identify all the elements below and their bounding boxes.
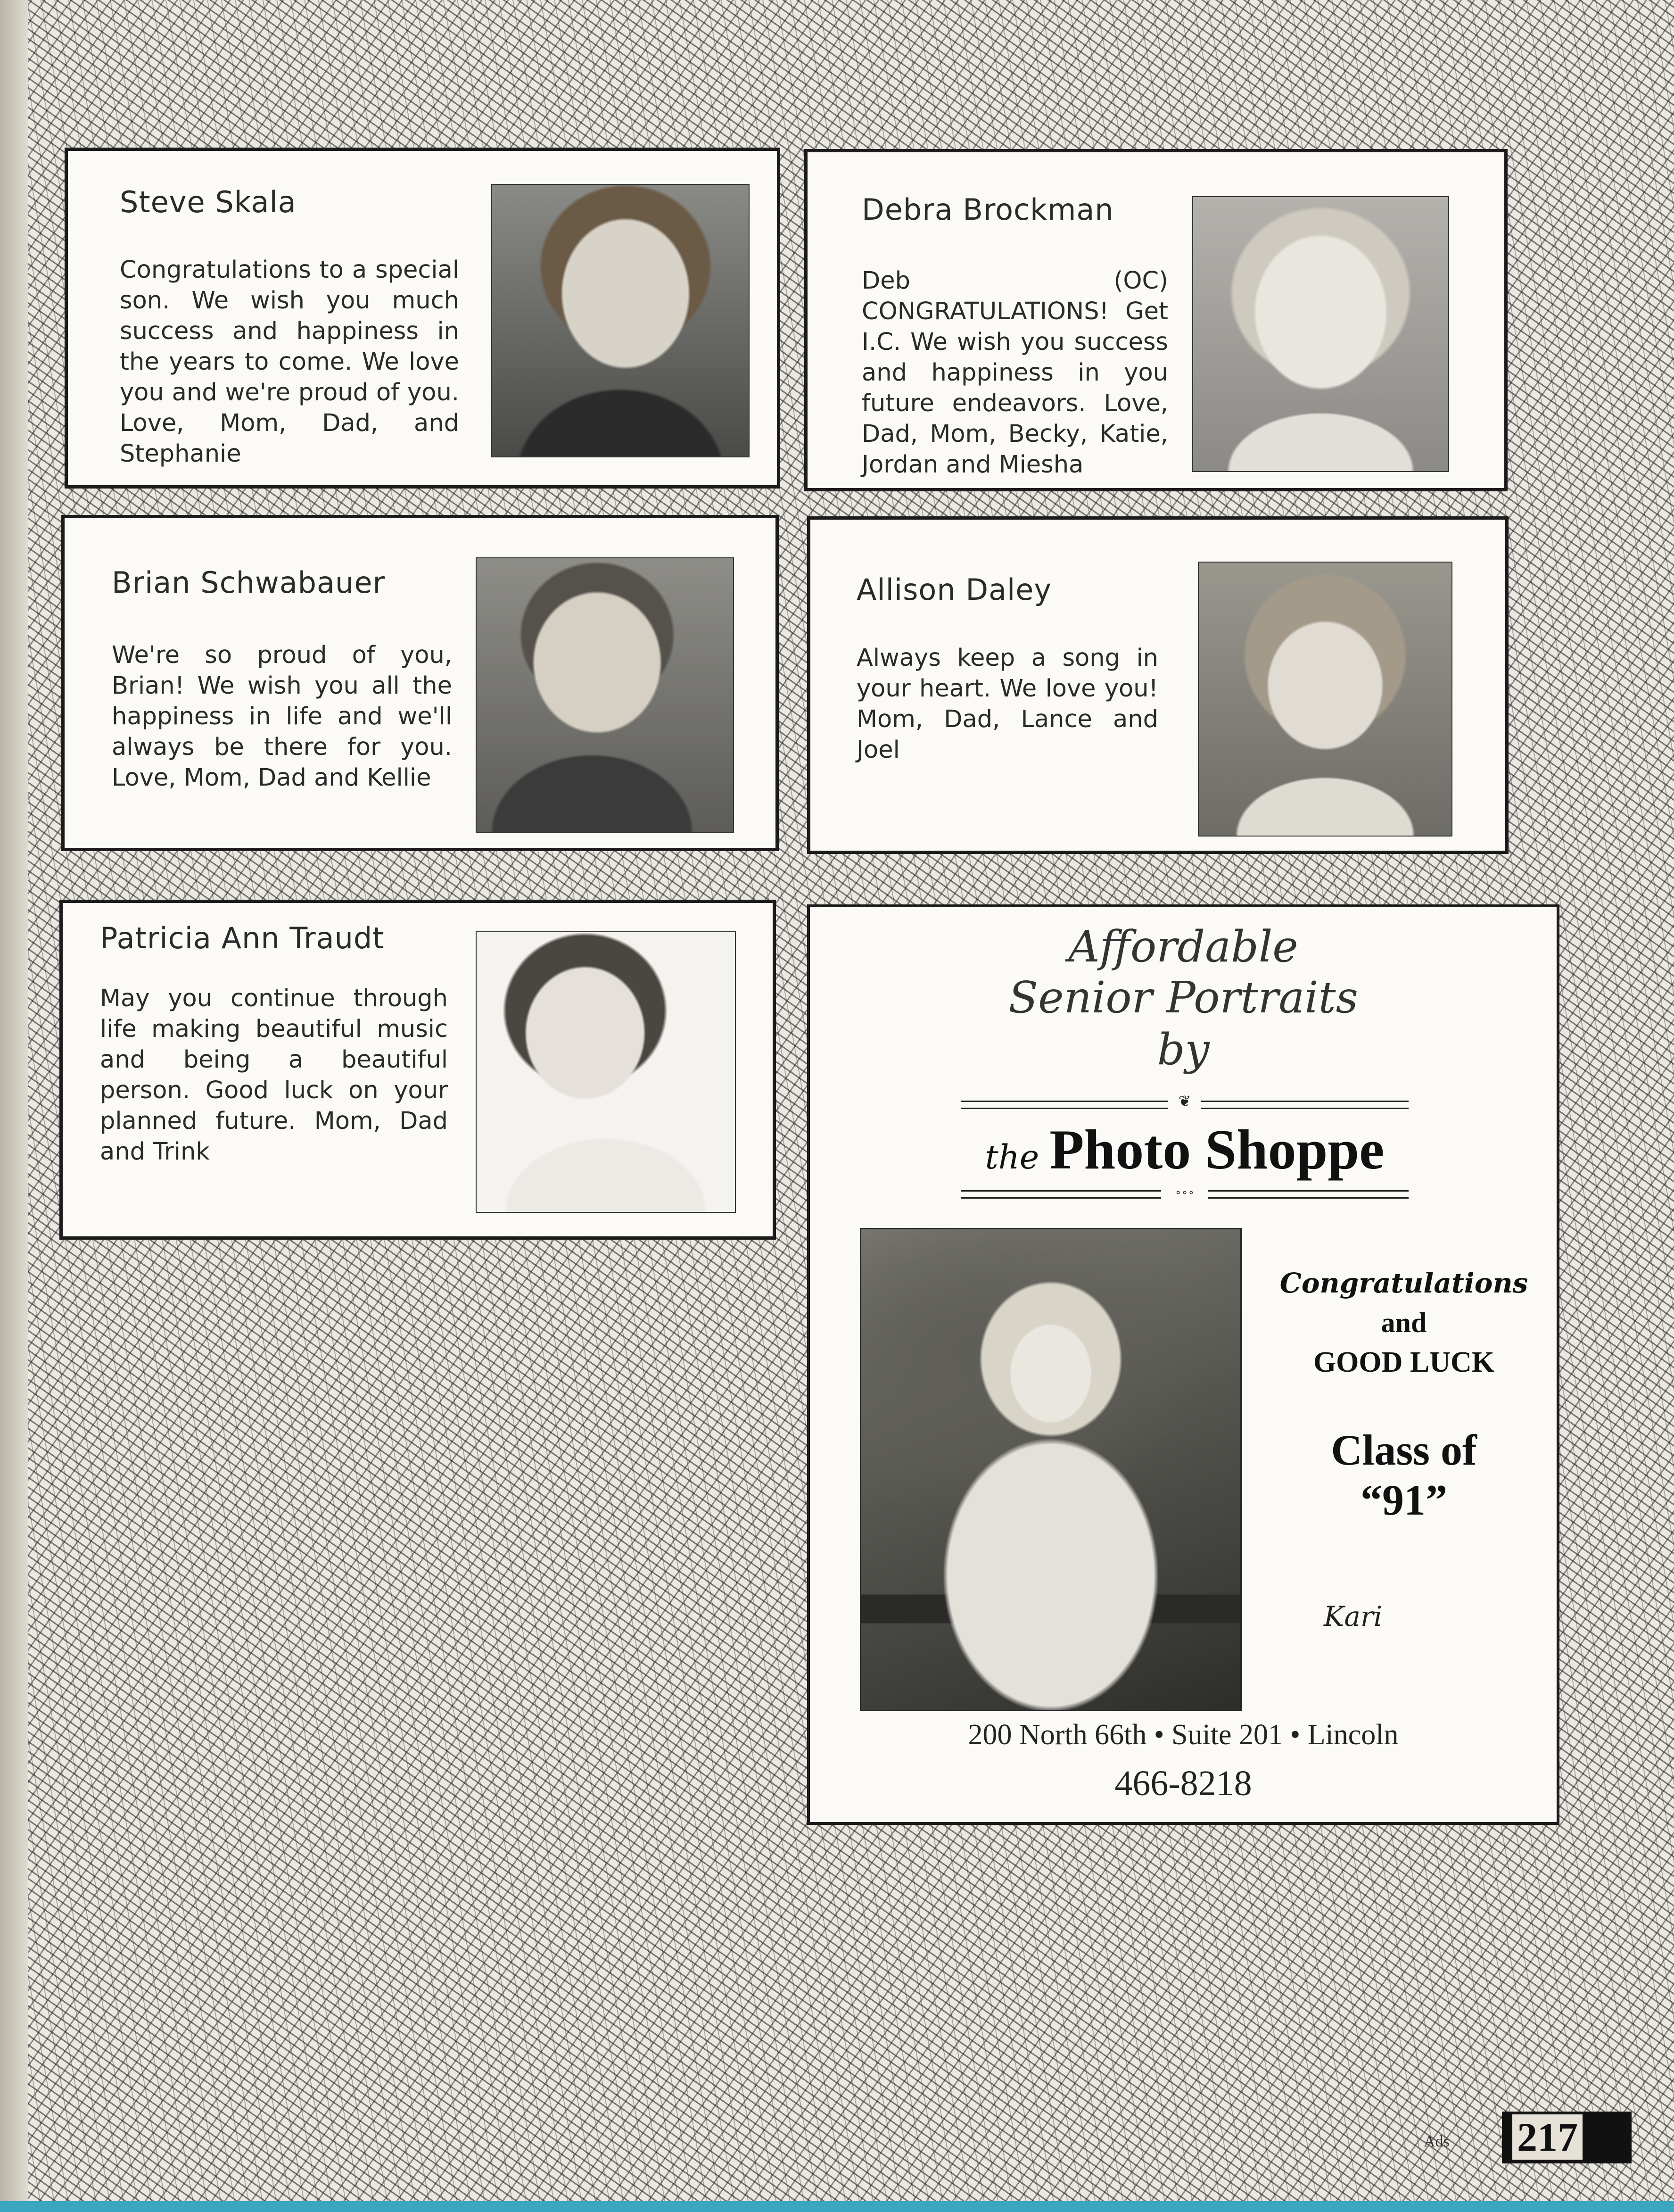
congratulations-label: Congratulations	[1279, 1267, 1528, 1299]
ad-card-brian-schwabauer	[61, 515, 779, 851]
ad-headline-affordable: Affordable	[1068, 921, 1298, 972]
child-photo	[476, 557, 734, 833]
class-year-label: “91”	[1361, 1476, 1447, 1524]
phone-number: 466-8218	[1114, 1764, 1252, 1803]
ad-headline-by: by	[1157, 1024, 1210, 1075]
senior-portrait-photo	[860, 1228, 1242, 1711]
child-photo	[1192, 196, 1449, 472]
card-message: May you continue through life making beautiful music and being a beautiful person. Good luck on your planned future. Mom, Dad and Trink	[100, 985, 448, 1166]
card-message: We're so proud of you, Brian! We wish you all the happiness in life and we'll always be there for you. Love, Mom, Dad and Kellie	[112, 641, 452, 792]
page-number-box	[1502, 2112, 1632, 2163]
page-footer	[1419, 2112, 1631, 2163]
ad-card-patricia-ann-traudt	[59, 900, 776, 1240]
ad-headline-senior-portraits: Senior Portraits	[1008, 972, 1358, 1023]
child-photo	[476, 931, 736, 1213]
ornament-bottom-icon: ∘∘∘	[1161, 1186, 1208, 1200]
brand-name: Photo Shoppe	[1049, 1118, 1385, 1181]
and-label: and	[1381, 1307, 1427, 1338]
model-name: Kari	[1324, 1600, 1383, 1632]
address: 200 North 66th • Suite 201 • Lincoln	[968, 1719, 1399, 1751]
ad-card-allison-daley	[807, 516, 1509, 854]
card-message: Congratulations to a special son. We wish you much success and happiness in the years to come. We love you and we're proud of you. Love, Mom, Dad, and Stephanie	[120, 256, 459, 468]
brand-prefix: the	[985, 1138, 1039, 1176]
card-name: Steve Skala	[120, 185, 297, 219]
brand-logo	[956, 1117, 1413, 1182]
child-photo	[1198, 562, 1452, 837]
page-number: 217	[1512, 2114, 1583, 2160]
ad-card-debra-brockman	[804, 149, 1508, 491]
card-message: Always keep a song in your heart. We love you! Mom, Dad, Lance and Joel	[857, 644, 1158, 764]
section-label: Ads	[1424, 2133, 1450, 2150]
class-year-block	[1262, 1425, 1545, 1525]
congrats-text-block	[1262, 1263, 1545, 1382]
class-of-label: Class of	[1331, 1426, 1477, 1474]
binding-spine	[0, 0, 28, 2212]
ornament-top-icon: ❦	[1168, 1093, 1201, 1110]
child-photo	[491, 184, 750, 457]
card-message: Deb (OC) CONGRATULATIONS! Get I.C. We wish you success and happiness in you future endeavors. Love, Dad, Mom, Becky, Katie, Jordan and Miesha	[862, 267, 1168, 479]
photo-shoppe-advertisement	[807, 904, 1559, 1825]
ad-card-steve-skala	[65, 148, 780, 489]
card-name: Patricia Ann Traudt	[100, 921, 385, 955]
bottom-edge-strip	[0, 2201, 1674, 2212]
good-luck-label: GOOD LUCK	[1313, 1346, 1495, 1378]
card-name: Debra Brockman	[862, 192, 1114, 227]
card-name: Brian Schwabauer	[112, 565, 385, 600]
card-name: Allison Daley	[857, 572, 1052, 607]
